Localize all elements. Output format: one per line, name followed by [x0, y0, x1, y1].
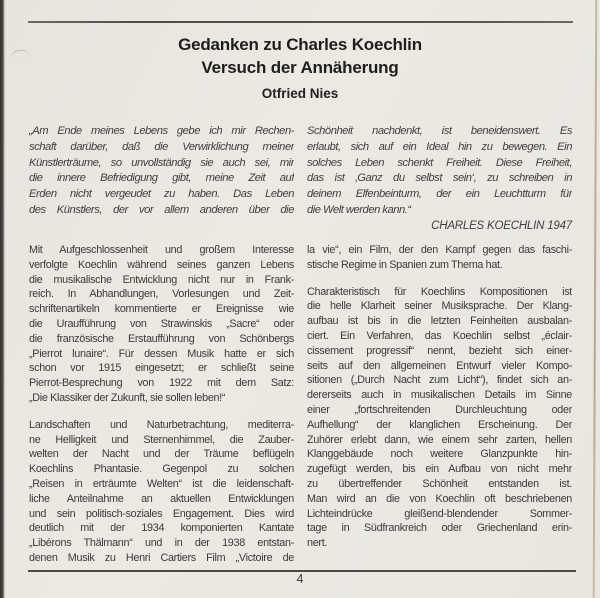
body-left-paragraph-2: Landschaften und Naturbetrachtung, mediterra- ne Helligkeit und Sternenhimmel, die Zauber- welten der Nacht und der Träume beflügeln Koechlins Phantasie. Gegenpol zu solchen „Reisen in erträumte Welten“ ist die leidenschaft- liche Anteilnahme an aktuellen Entwicklungen und sein politisch-soziales Engagement. Dies wird deutlich mit der 1934 komponierten Kantate „Libérons Thälmann“ und in der 1938 entstan- denen Musik zu Henri Cartiers Film „Victoire de [29, 418, 294, 564]
page-title-line1: Gedanken zu Charles Koechlin [178, 35, 422, 54]
page-title-line2: Versuch der Annäherung [201, 57, 399, 77]
epigraph-right-column [307, 124, 572, 232]
page-title [0, 34, 600, 79]
page-number: 4 [296, 572, 304, 586]
body-text-block [29, 243, 572, 566]
body-right-paragraph-2: Charakteristisch für Koechlins Kompositionen ist die helle Klarheit seiner Musiksprache. Der Klang- aufbau ist bis in die letzten Feinheiten ausbalan- ciert. Ein Verfahren, das Koechlin selbst „éclair- cissement progressif“ nennt, bezieht sich einer- seits auf den allgemeinen Entwurf vieler Kompo- sitionen („Durch Nacht zum Licht“), findet sich an- dererseits auch in musikalischen Details im Sinne einer „fortschreitenden Durchleuchtung oder Aufhellung“ der klanglichen Erscheinung. Der Zuhörer erlebt dann, wie einem sehr zarten, hellen Klanggebäude noch weitere Glanzpunkte hin- zugefügt werden, bis ein Aufbau von nicht mehr zu übertreffender Schönheit entstanden ist. Man wird an die von Koechlin oft beschriebenen Lichteindrücke gleißend-blendender Sommer- tage in Südfrankreich oder Griechenland erin- nert. [307, 285, 572, 550]
body-left-column [29, 243, 294, 566]
author-name: Otfried Nies [261, 86, 339, 101]
epigraph-left-column: „Am Ende meines Lebens gebe ich mir Rechen- schaft darüber, daß die Verwirklichung meiner Künstlerträume, so unvollständig sie auch sei, mir die innere Befriedigung gibt, meine Zeit auf Erden nicht vergeudet zu haben. Das Leben des Künstlers, der vor allem anderen über die [29, 125, 294, 216]
top-divider-rule [28, 21, 573, 23]
body-left-paragraph-1: Mit Aufgeschlossenheit und großem Interesse verfolgte Koechlin während seines ganzen Lebens die musikalische Entwicklung nicht nur in Frank- reich. In Abhandlungen, Vorlesungen und Zeit- schriftenartikeln kommentierte er Ereignisse wie die Uraufführung von Strawinskis „Sacre“ oder die französische Erstaufführung von Schönbergs „Pierrot lunaire“. Für dessen Musik hatte er sich schon vor 1915 eingesetzt; er schließt seine Pierrot-Besprechung von 1922 mit dem Satz: „Die Klassiker der Zukunft, sie sollen leben!“ [29, 244, 294, 404]
body-right-paragraph-1: la vie“, ein Film, der den Kampf gegen das faschi- stische Regime in Spanien zum Thema hat. [307, 244, 572, 271]
epigraph-right-lines: Schönheit nachdenkt, ist beneidenswert. Es erlaubt, sich auf ein Ideal hin zu bewegen. Ein solches Leben schenkt Freiheit. Diese Freiheit, das ist ‚Ganz du selbst sein‘, zu schreiben in deinem Elfenbeinturm, der ein Leuchtturm für die Welt werden kann.“ [307, 125, 572, 216]
epigraph-quote-block [29, 124, 572, 232]
body-right-column [307, 243, 572, 566]
quote-attribution: CHARLES KOECHLIN 1947 [431, 219, 572, 232]
